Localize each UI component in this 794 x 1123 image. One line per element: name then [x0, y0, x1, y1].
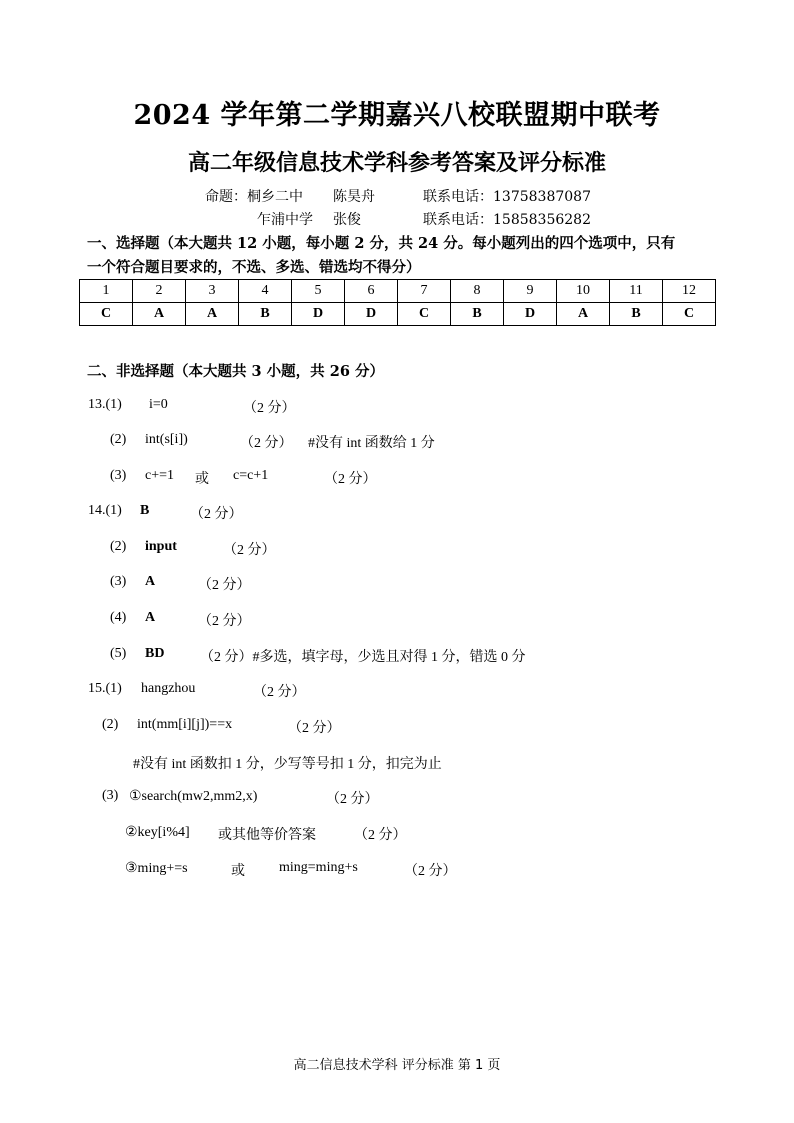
q13-1-answer: i=0 [149, 397, 168, 412]
answer-table-number-row [80, 280, 716, 303]
q15-2-number: (2) [102, 717, 119, 732]
question-number: 2 [133, 280, 186, 303]
q15-3-score-3: （2 分） [404, 864, 457, 879]
q15-3-answer-2: ②key[i%4] [125, 825, 190, 840]
author-1-name: 陈昊舟 [333, 189, 375, 205]
q14-4-answer: A [145, 610, 156, 625]
q15-2-score: （2 分） [288, 721, 341, 736]
q13-3-alt-answer: c=c+1 [233, 468, 269, 483]
section1-heading-line2: 一个符合题目要求的，不选、多选、错选均不得分） [87, 259, 421, 276]
question-number: 11 [610, 280, 663, 303]
answer-cell: A [186, 303, 239, 326]
q13-2-note: #没有 int 函数给 1 分 [308, 436, 435, 451]
question-number: 10 [557, 280, 610, 303]
answer-cell: D [292, 303, 345, 326]
q15-3-score-2: （2 分） [354, 828, 407, 843]
answer-cell: D [345, 303, 398, 326]
q15-3-answer-3: ③ming+=s [125, 861, 188, 876]
q13-2-score: （2 分） [240, 436, 293, 451]
page-title: 2024 学年第二学期嘉兴八校联盟期中联考 [133, 100, 661, 131]
q14-5-number: (5) [110, 646, 127, 661]
page-subtitle: 高二年级信息技术学科参考答案及评分标准 [187, 150, 606, 176]
q15-1-score: （2 分） [253, 685, 306, 700]
q13-1-number: 13.(1) [88, 397, 122, 412]
q13-3-answer: c+=1 [145, 468, 175, 483]
author-1-phone: 联系电话：13758387087 [423, 189, 591, 205]
question-number: 12 [663, 280, 716, 303]
q15-1-answer: hangzhou [141, 681, 196, 696]
section1-heading-line1: 一、选择题（本大题共 12 小题，每小题 2 分，共 24 分。每小题列出的四个选项中，只有 [87, 235, 676, 252]
author-2-phone: 联系电话：15858356282 [423, 212, 591, 228]
q14-5-answer: BD [145, 646, 165, 661]
answer-cell: C [80, 303, 133, 326]
answer-cell: B [239, 303, 292, 326]
q13-3-score: （2 分） [324, 472, 377, 487]
q15-3-number: (3) [102, 788, 119, 803]
q13-3-number: (3) [110, 468, 127, 483]
section2-heading: 二、非选择题（本大题共 3 小题，共 26 分） [87, 363, 384, 380]
q15-2-answer: int(mm[i][j])==x [137, 717, 233, 732]
answer-cell: A [133, 303, 186, 326]
answer-table [79, 279, 716, 326]
question-number: 3 [186, 280, 239, 303]
author-2-label: 乍浦中学 [257, 212, 313, 228]
q14-2-score: （2 分） [223, 543, 276, 558]
q14-3-score: （2 分） [198, 578, 251, 593]
q13-2-answer: int(s[i]) [145, 432, 188, 447]
answer-cell: A [557, 303, 610, 326]
author-1-label: 命题：桐乡二中 [205, 189, 303, 205]
q13-1-score: （2 分） [243, 401, 296, 416]
q15-3-answer-1: ①search(mw2,mm2,x) [129, 789, 258, 804]
answer-cell: D [504, 303, 557, 326]
question-number: 8 [451, 280, 504, 303]
answer-cell: B [451, 303, 504, 326]
q15-3-score-1: （2 分） [326, 792, 379, 807]
q14-4-score: （2 分） [198, 614, 251, 629]
answer-cell: B [610, 303, 663, 326]
answer-table-answer-row [80, 303, 716, 326]
question-number: 4 [239, 280, 292, 303]
q14-1-score: （2 分） [190, 507, 243, 522]
question-number: 7 [398, 280, 451, 303]
q14-2-number: (2) [110, 539, 127, 554]
q14-2-answer: input [145, 539, 177, 554]
q15-3-or: 或 [231, 864, 245, 879]
question-number: 9 [504, 280, 557, 303]
q14-5-score-note: （2 分）#多选，填字母，少选且对得 1 分，错选 0 分 [200, 650, 526, 665]
q14-3-answer: A [145, 574, 156, 589]
q14-3-number: (3) [110, 574, 127, 589]
answer-cell: C [398, 303, 451, 326]
question-number: 1 [80, 280, 133, 303]
q14-1-answer: B [140, 503, 150, 518]
question-number: 6 [345, 280, 398, 303]
q15-2-note: #没有 int 函数扣 1 分，少写等号扣 1 分，扣完为止 [133, 757, 442, 772]
q14-1-number: 14.(1) [88, 503, 122, 518]
q14-4-number: (4) [110, 610, 127, 625]
q15-3-answer-3-alt: ming=ming+s [279, 860, 358, 875]
answer-cell: C [663, 303, 716, 326]
question-number: 5 [292, 280, 345, 303]
q15-1-number: 15.(1) [88, 681, 122, 696]
q13-3-or: 或 [195, 472, 209, 487]
page-footer: 高二信息技术学科 评分标准 第 1 页 [293, 1058, 501, 1073]
author-2-name: 张俊 [333, 212, 361, 228]
q15-3-answer-2-note: 或其他等价答案 [218, 828, 316, 843]
q13-2-number: (2) [110, 432, 127, 447]
